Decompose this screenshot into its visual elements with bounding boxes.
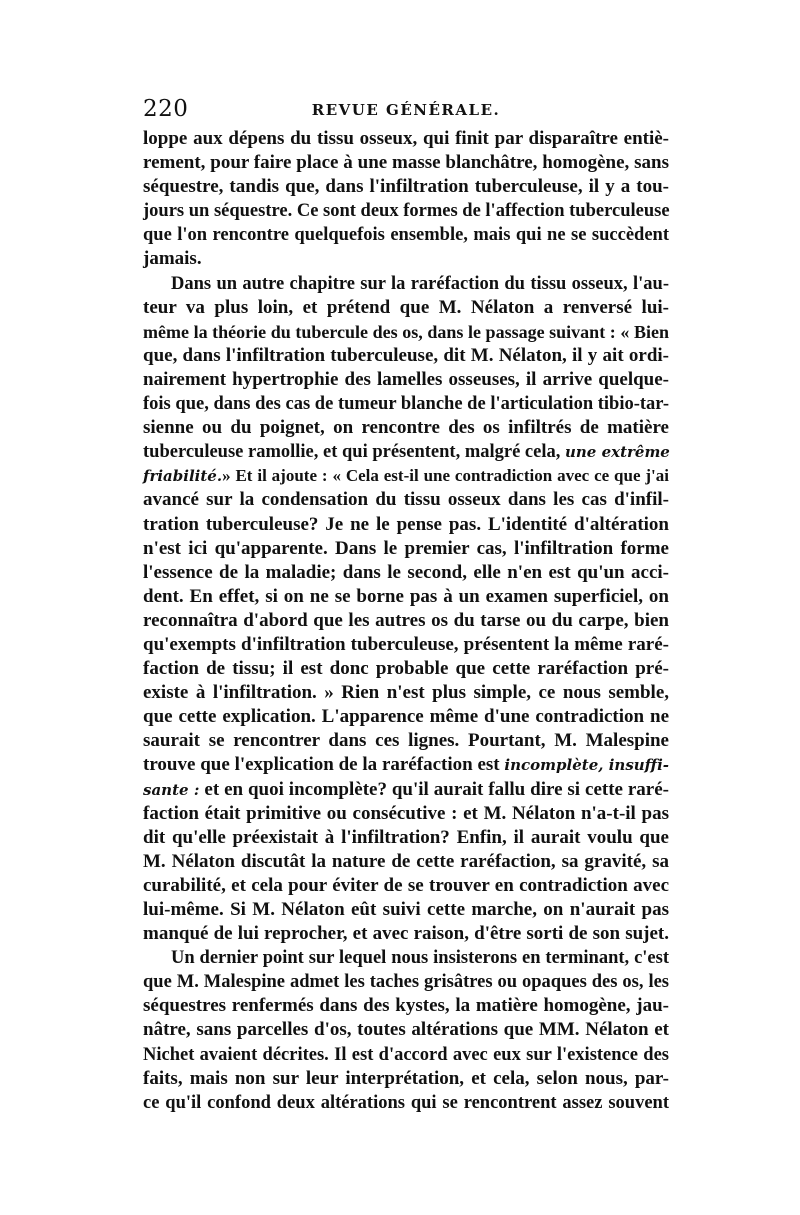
text-line xyxy=(143,464,669,488)
text-line: que cette explication. L'apparence même d'une contradiction ne xyxy=(143,706,669,728)
text-line: nairement hypertrophie des lamelles osseuses, il arrive quelque- xyxy=(143,368,669,390)
text-line xyxy=(143,440,669,464)
body-text xyxy=(143,127,669,1115)
text-line: n'est ici qu'apparente. Dans le premier cas, l'infiltration forme xyxy=(143,537,669,559)
text-line: Nichet avaient décrites. Il est d'accord avec eux sur l'existence des xyxy=(143,1044,669,1065)
running-head: REVUE GÉNÉRALE. xyxy=(311,101,501,119)
text-segment: trouve que l'explication de la raréfaction est xyxy=(143,754,500,776)
text-line: existe à l'infiltration. » Rien n'est plus simple, ce nous semble, xyxy=(143,682,669,704)
text-line: jours un séquestre. Ce sont deux formes de l'affection tuberculeuse xyxy=(143,201,670,222)
page-number: 220 xyxy=(143,96,189,122)
text-line: nâtre, sans parcelles d'os, toutes altérations que MM. Nélaton et xyxy=(143,1019,669,1041)
page-header xyxy=(143,94,669,124)
text-line: séquestres renfermés dans des kystes, la matière homogène, jau- xyxy=(143,995,669,1017)
text-segment: tuberculeuse ramollie, et qui présentent, malgré cela, xyxy=(143,442,561,463)
text-line: faction de tissu; il est donc probable que cette raréfaction pré- xyxy=(143,658,669,680)
text-line: rement, pour faire place à une masse blanchâtre, homogène, sans xyxy=(143,152,669,174)
text-line: curabilité, et cela pour éviter de se trouver en contradiction avec xyxy=(143,874,669,896)
text-line: que M. Malespine admet les taches grisâtres ou opaques des os, les xyxy=(143,972,669,993)
text-line: ce qu'il confond deux altérations qui se rencontrent assez souvent xyxy=(143,1092,669,1113)
text-line: reconnaîtra d'abord que les autres os du tarse ou du carpe, bien xyxy=(143,609,669,631)
text-line: que l'on rencontre quelquefois ensemble, mais qui ne se succèdent xyxy=(143,225,669,246)
italic-text: incomplète, insuffi- xyxy=(504,756,670,775)
text-line: dit qu'elle préexistait à l'infiltration? Enfin, il aurait voulu que xyxy=(143,826,669,848)
italic-text: friabilité. xyxy=(143,467,223,486)
italic-text: sante : xyxy=(143,780,200,799)
text-line: Un dernier point sur lequel nous insisterons en terminant, c'est xyxy=(171,948,669,969)
text-line: l'essence de la maladie; dans le second, elle n'en est qu'un acci- xyxy=(143,561,669,583)
text-line: sienne ou du poignet, on rencontre des os infiltrés de matière xyxy=(143,417,669,439)
text-line: lui-même. Si M. Nélaton eût suivi cette marche, on n'aurait pas xyxy=(143,899,669,920)
text-segment: et en quoi incomplète? qu'il aurait fallu dire si cette raré- xyxy=(204,778,669,800)
text-line: dent. En effet, si on ne se borne pas à un examen superficiel, on xyxy=(143,585,669,607)
text-line: que, dans l'infiltration tuberculeuse, dit M. Nélaton, il y ait ordi- xyxy=(143,344,669,366)
text-line xyxy=(143,753,669,777)
text-line: loppe aux dépens du tissu osseux, qui finit par disparaître entiè- xyxy=(143,128,669,149)
text-line xyxy=(143,778,669,802)
text-line: manqué de lui reprocher, et avec raison, d'être sorti de son sujet. xyxy=(143,923,669,945)
text-line: qu'exempts d'infiltration tuberculeuse, présentent la même raré- xyxy=(143,633,669,655)
text-line: M. Nélaton discutât la nature de cette raréfaction, sa gravité, sa xyxy=(143,850,669,872)
italic-text: une extrême xyxy=(565,443,670,462)
text-line: Dans un autre chapitre sur la raréfaction du tissu osseux, l'au- xyxy=(171,273,669,294)
text-line: séquestre, tandis que, dans l'infiltration tuberculeuse, il y a tou- xyxy=(143,176,669,198)
text-line: tration tuberculeuse? Je ne le pense pas. L'identité d'altération xyxy=(143,513,669,535)
text-line: même la théorie du tubercule des os, dans le passage suivant : « Bien xyxy=(143,321,669,342)
text-line: faits, mais non sur leur interprétation, et cela, selon nous, par- xyxy=(143,1067,669,1089)
text-line: avancé sur la condensation du tissu osseux dans les cas d'infil- xyxy=(143,489,669,511)
text-line: fois que, dans des cas de tumeur blanche de l'articulation tibio-tar- xyxy=(143,394,669,415)
text-line: faction était primitive ou consécutive : et M. Nélaton n'a-t-il pas xyxy=(143,802,669,824)
text-line: teur va plus loin, et prétend que M. Nélaton a renversé lui- xyxy=(143,296,669,318)
text-line: saurait se rencontrer dans ces lignes. Pourtant, M. Malespine xyxy=(143,730,669,752)
text-segment: » Et il ajoute : « Cela est-il une contradiction avec ce que j'ai xyxy=(222,466,669,486)
text-line: jamais. xyxy=(143,248,202,270)
